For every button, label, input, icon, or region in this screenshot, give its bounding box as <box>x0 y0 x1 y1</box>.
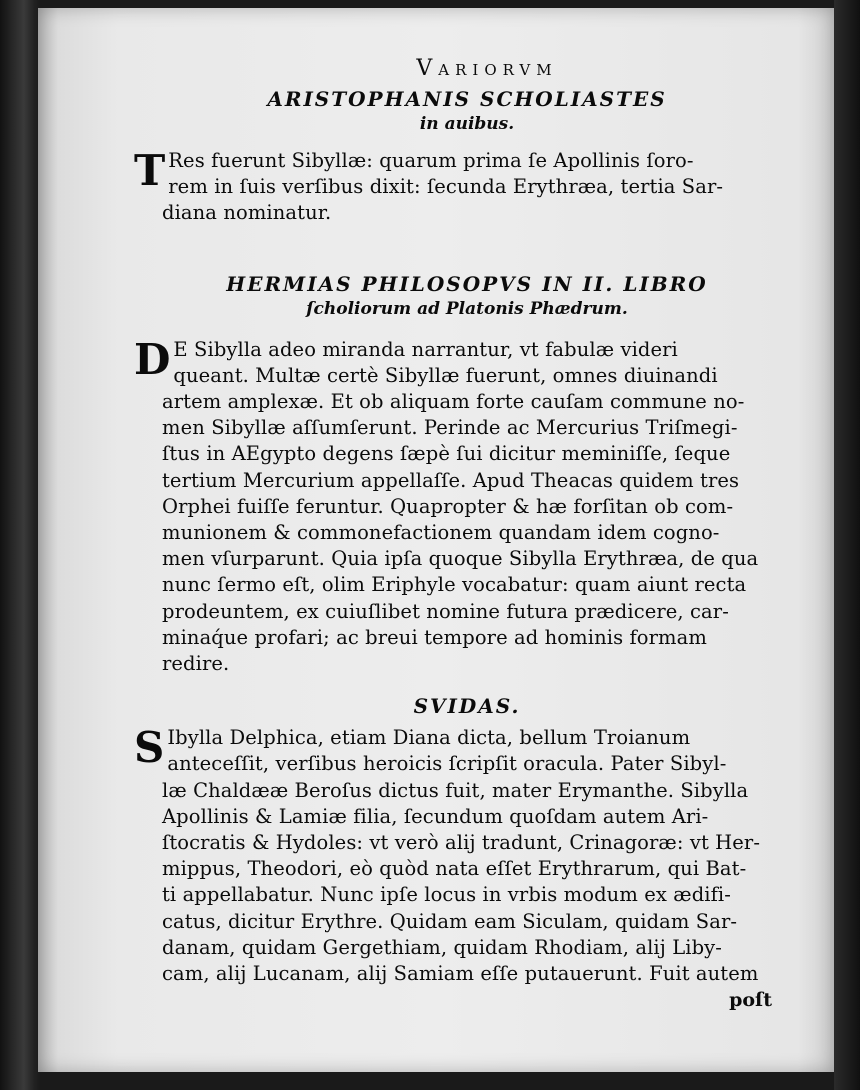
text-line: E Sibylla adeo miranda narrantur, vt fabulæ videri <box>173 337 678 361</box>
text-line: rem in ſuis verſibus dixit: ſecunda Erythræa, tertia Sar- <box>168 175 724 199</box>
text-line: Ibylla Delphica, etiam Diana dicta, bellum Troianum <box>167 726 691 750</box>
text-line: læ Chaldææ Beroſus dictus fuit, mater Erymanthe. Sibylla <box>162 778 749 802</box>
text-line: ſtocratis & Hydoles: vt verò alij tradunt, Crinagoræ: vt Her- <box>162 831 761 855</box>
section-aristophanes <box>134 86 772 227</box>
section-hermias <box>134 271 772 678</box>
section-suidas <box>134 693 772 1015</box>
text-line: ti appellabatur. Nunc ipſe locus in vrbis modum ex ædifi- <box>162 883 731 907</box>
text-line: ſtus in AEgypto degens ſæpè ſui dicitur meminiſſe, ſeque <box>162 442 731 466</box>
section-subheading: in auibus. <box>419 114 515 134</box>
paragraph <box>134 146 772 227</box>
section-heading: ARISTOPHANIS SCHOLIASTES <box>267 87 667 111</box>
text-line: men Sibyllæ aſſumſerunt. Perinde ac Mercurius Triſmegi- <box>162 416 738 440</box>
text-line: cam, alij Lucanam, alij Samiam eſſe putauerunt. Fuit autem <box>162 962 759 986</box>
section-subheading: ſcholiorum ad Platonis Phædrum. <box>306 298 628 319</box>
section-heading: SVIDAS. <box>413 694 521 719</box>
text-line: diana nominatur. <box>162 201 332 225</box>
text-line: Orphei fuiſſe feruntur. Quapropter & hæ forſitan ob com- <box>162 494 734 518</box>
running-head: Variorvm <box>416 56 558 81</box>
drop-capital: D <box>134 334 171 384</box>
text-line: queant. Multæ certè Sibyllæ fuerunt, omnes diuinandi <box>173 363 718 387</box>
drop-capital: S <box>134 723 165 773</box>
text-line: Res fuerunt Sibyllæ: quarum prima ſe Apollinis ſoro- <box>168 149 694 172</box>
text-line: artem amplexæ. Et ob aliquam forte cauſam commune no- <box>162 390 745 414</box>
text-line: catus, dicitur Erythre. Quidam eam Siculam, quidam Sar- <box>162 909 738 933</box>
text-line: danam, quidam Gergethiam, quidam Rhodiam, alij Liby- <box>162 935 722 959</box>
paragraph <box>134 723 772 987</box>
paragraph <box>134 334 772 678</box>
page-text <box>134 56 772 1015</box>
text-line: prodeuntem, ex cuiuſlibet nomine futura prædicere, car- <box>162 599 729 623</box>
text-line: anteceſſit, verſibus heroicis ſcripſit oracula. Pater Sibyl- <box>167 752 727 776</box>
text-line: nunc ſermo eſt, olim Eriphyle vocabatur: quam aiunt recta <box>162 573 747 597</box>
text-line: Apollinis & Lamiæ filia, ſecundum quoſdam autem Ari- <box>162 804 709 828</box>
section-heading: HERMIAS PHILOSOPVS IN II. LIBRO <box>226 271 708 296</box>
text-line: tertium Mercurium appellaſſe. Apud Theacas quidem tres <box>162 468 740 492</box>
text-line: minaq́ue profari; ac breui tempore ad hominis formam <box>162 625 707 649</box>
drop-capital: T <box>134 146 166 195</box>
catchword: poſt <box>729 989 772 1012</box>
text-line: men vſurparunt. Quia ipſa quoque Sibylla Erythræa, de qua <box>162 547 759 571</box>
text-line: redire. <box>162 652 230 676</box>
text-line: mippus, Theodori, eò quòd nata eſſet Erythrarum, qui Bat- <box>162 857 747 881</box>
page-edge <box>834 0 860 1090</box>
text-line: munionem & commonefactionem quandam idem cogno- <box>162 521 720 545</box>
